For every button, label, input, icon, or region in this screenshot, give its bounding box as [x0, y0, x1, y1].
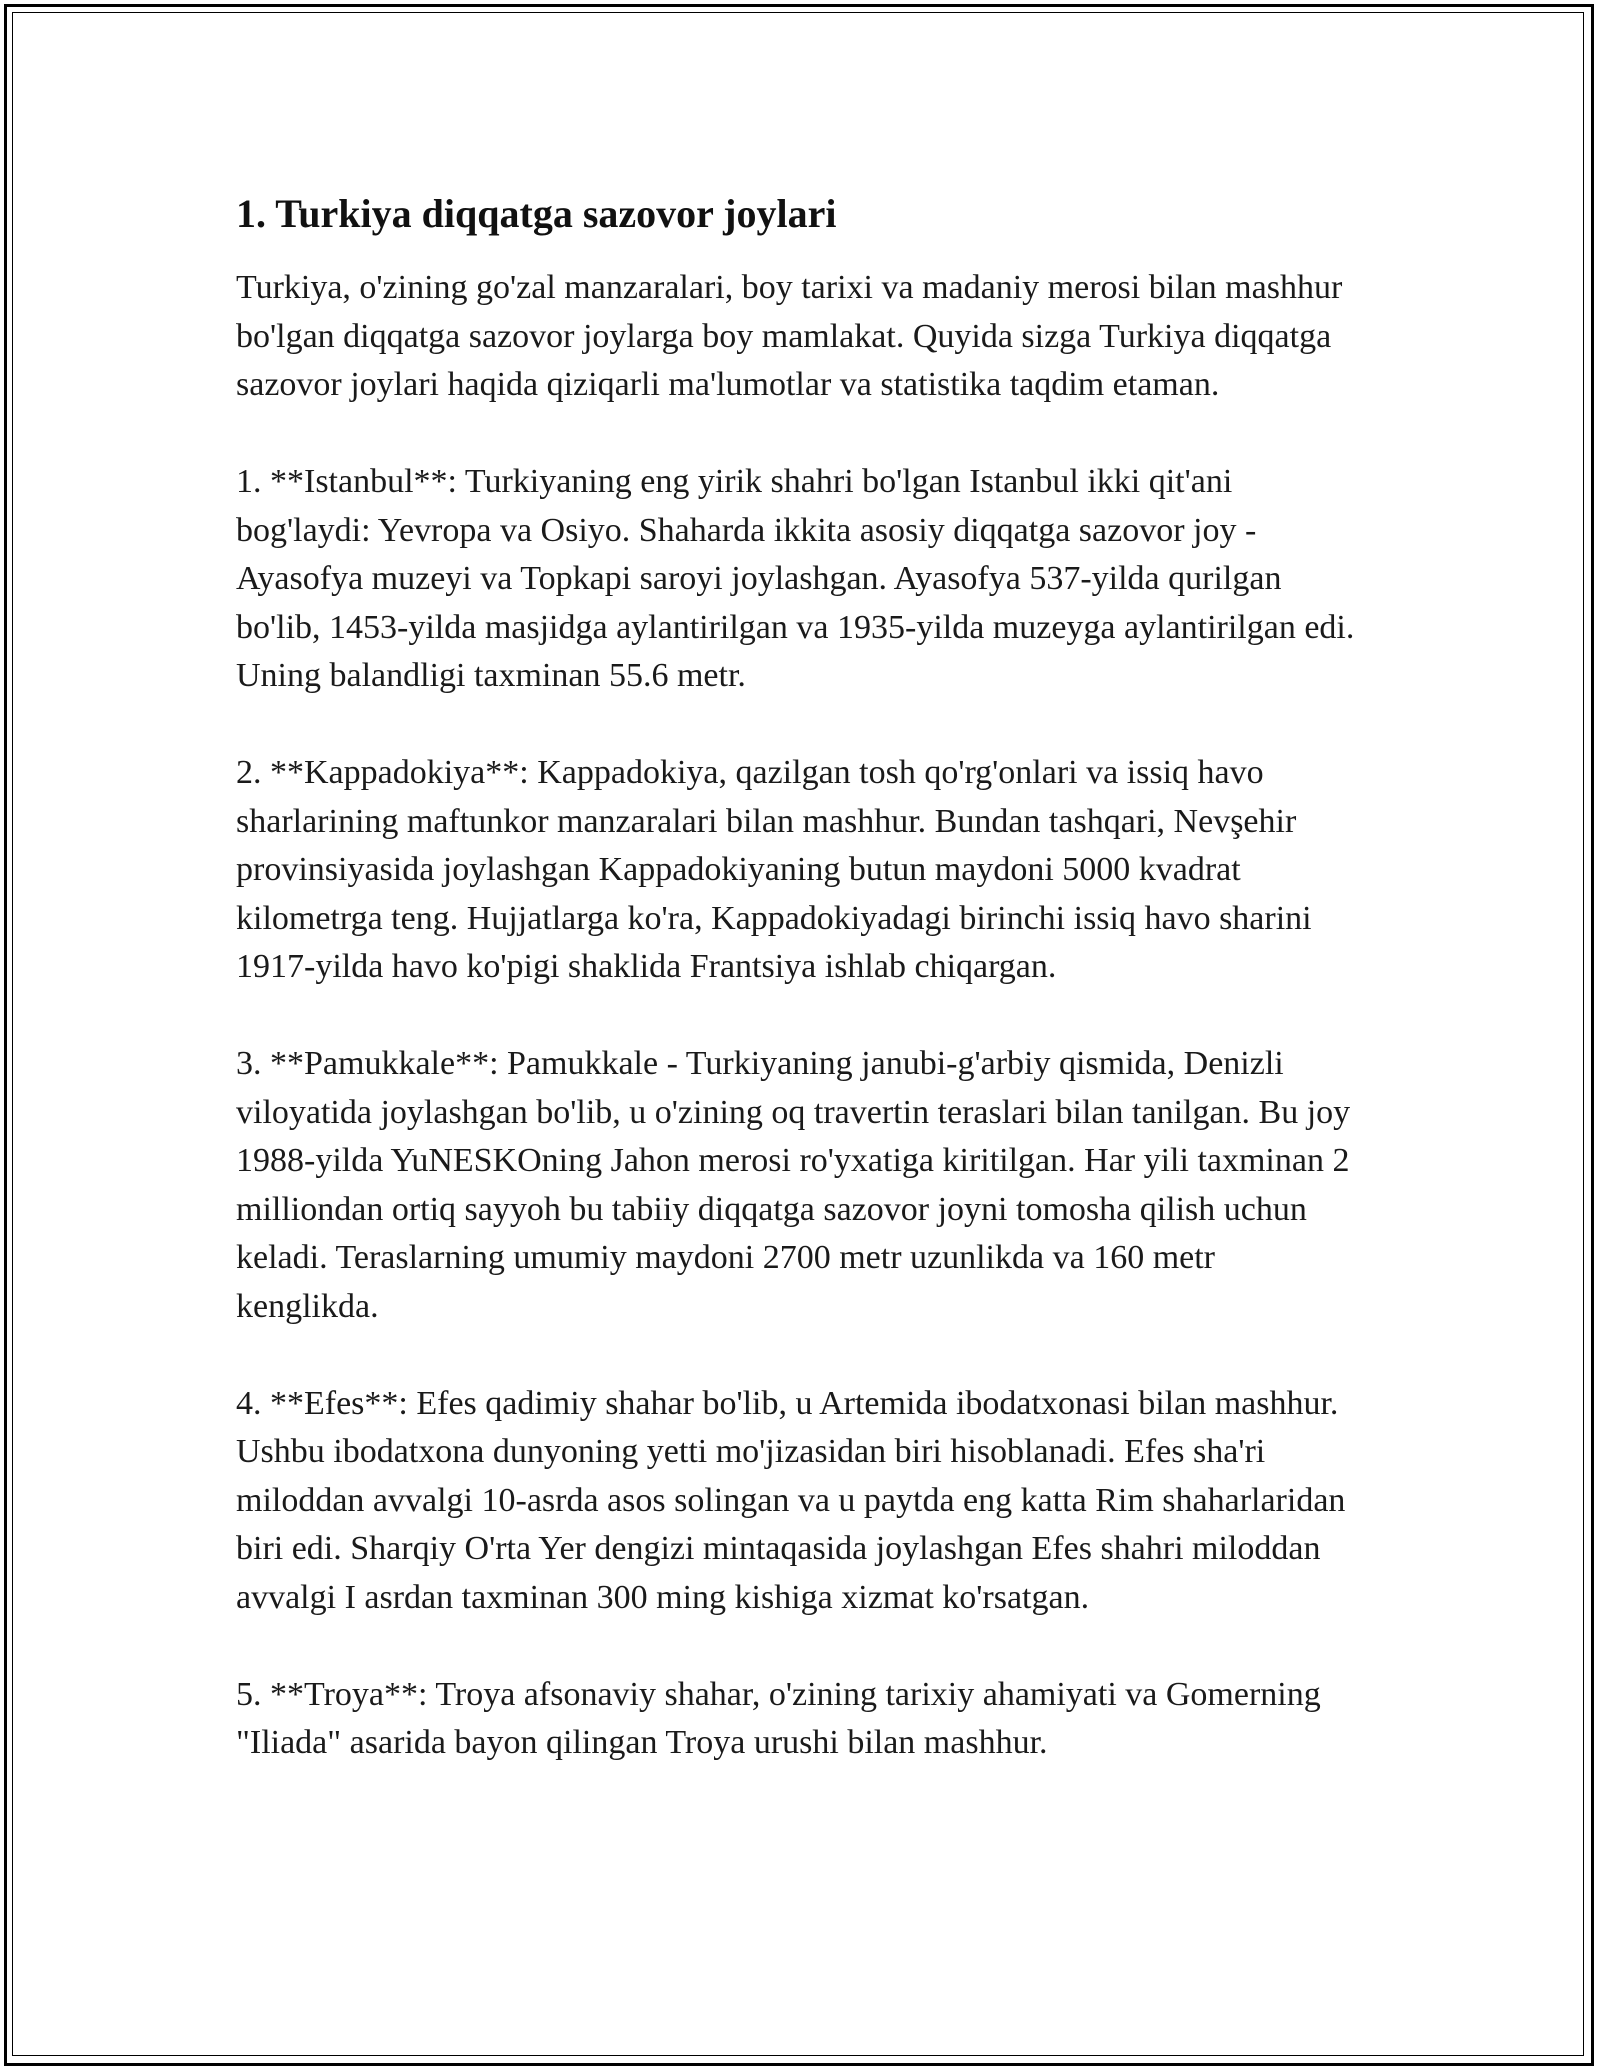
istanbul-paragraph: 1. **Istanbul**: Turkiyaning eng yirik shahri bo'lgan Istanbul ikki qit'ani bog'laydi: Yevropa va Osiyo. Shaharda ikkita asosiy diqqatga sazovor joy - Ayasofya muzeyi va Topkapi saroyi joylashgan. Ayasofya 537-yilda qurilgan bo'lib, 1453-yilda masjidga aylantirilgan va 1935-yilda muzeyga aylantirilgan edi. Uning balandligi taxminan 55.6 metr. [236, 463, 1355, 694]
troya-paragraph: 5. **Troya**: Troya afsonaviy shahar, o'zining tarixiy ahamiyati va Gomerning "Iliada" asarida bayon qilingan Troya urushi bilan mashhur. [236, 1675, 1321, 1761]
document-body [236, 188, 1366, 1768]
pamukkale-paragraph: 3. **Pamukkale**: Pamukkale - Turkiyaning janubi-g'arbiy qismida, Denizli viloyatida joylashgan bo'lib, u o'zining oq travertin teraslari bilan tanilgan. Bu joy 1988-yilda YuNESKOning Jahon merosi ro'yxatiga kiritilgan. Har yili taxminan 2 milliondan ortiq sayyoh bu tabiiy diqqatga sazovor joyni tomosha qilish uchun keladi. Teraslarning umumiy maydoni 2700 metr uzunlikda va 160 metr kenglikda. [236, 1045, 1351, 1325]
section-heading: 1. Turkiya diqqatga sazovor joylari [236, 191, 837, 236]
kappadokiya-paragraph: 2. **Kappadokiya**: Kappadokiya, qazilgan tosh qo'rg'onlari va issiq havo sharlarining maftunkor manzaralari bilan mashhur. Bundan tashqari, Nevşehir provinsiyasida joylashgan Kappadokiyaning butun maydoni 5000 kvadrat kilometrga teng. Hujjatlarga ko'ra, Kappadokiyadagi birinchi issiq havo sharini 1917-yilda havo ko'pigi shaklida Frantsiya ishlab chiqargan. [236, 754, 1312, 985]
intro-paragraph: Turkiya, o'zining go'zal manzaralari, boy tarixi va madaniy merosi bilan mashhur bo'lgan diqqatga sazovor joylarga boy mamlakat. Quyida sizga Turkiya diqqatga sazovor joylari haqida qiziqarli ma'lumotlar va statistika taqdim etaman. [236, 269, 1343, 403]
efes-paragraph: 4. **Efes**: Efes qadimiy shahar bo'lib, u Artemida ibodatxonasi bilan mashhur. Ushbu ibodatxona dunyoning yetti mo'jizasidan biri hisoblanadi. Efes sha'ri miloddan avvalgi 10-asrda asos solingan va u paytda eng katta Rim shaharlaridan biri edi. Sharqiy O'rta Yer dengizi mintaqasida joylashgan Efes shahri miloddan avvalgi I asrdan taxminan 300 ming kishiga xizmat ko'rsatgan. [236, 1384, 1346, 1616]
